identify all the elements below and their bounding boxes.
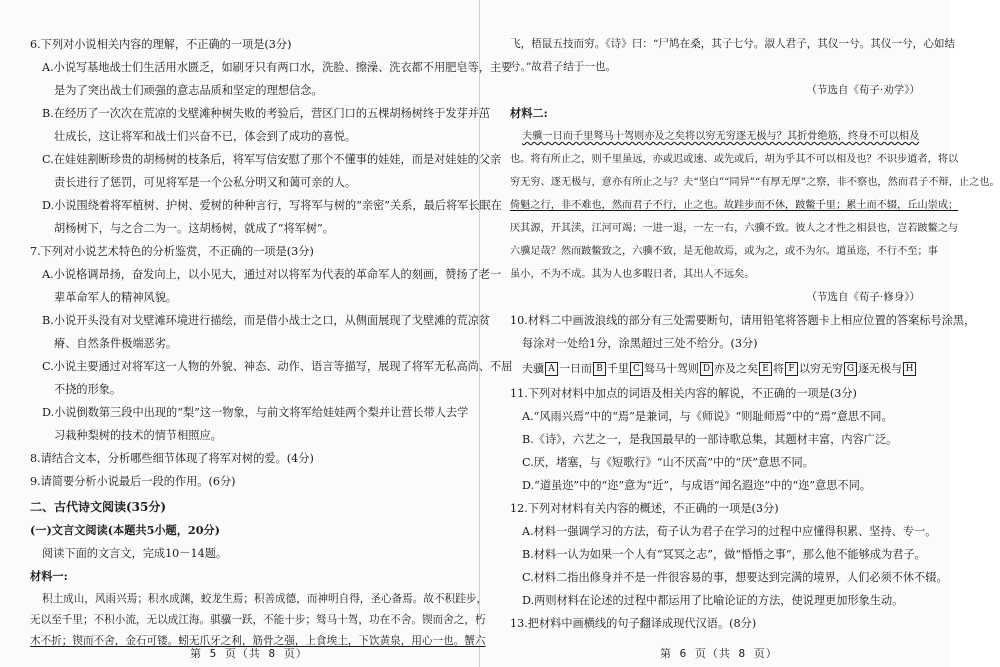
source-citation-2: （节选自《荀子·修身》） xyxy=(806,291,920,303)
translation-underline-2: 倚魁之行，非不难也，然而君子不行，止之也。故跬步而不休，跛鳖千里；累土而不辍，丘山崇成； xyxy=(510,200,959,211)
section-heading: 二、古代诗文阅读(35分) xyxy=(30,500,167,514)
q11-stem: 11.下列对材料中加点的词语及相关内容的解说，不正确的一项是(3分) xyxy=(510,387,857,400)
material-2-line-5: 厌其源，开其渎，江河可竭；一进一退，一左一右，六骥不致。彼人之才性之相县也，岂若跛鳖之与 xyxy=(510,223,959,234)
page-6 xyxy=(510,0,1000,667)
break-box-e[interactable]: E xyxy=(759,362,772,376)
q6-option-a: A.小说写基地战士们生活用水匮乏，如刷牙只有两口水，洗脸、擦澡、洗衣都不用肥皂等，主要 xyxy=(42,61,513,74)
q11-option-d: D.“道虽迩”中的“迩”意为“近”，与成语“闻名遐迩”中的“迩”意思不同。 xyxy=(522,479,872,492)
material-2-line-4 xyxy=(510,195,958,216)
q6-option-d: D.小说围绕着将军植树、护树、爱树的种种言行，写将军与树的“亲密”关系，最后将军长眠在 xyxy=(42,199,502,212)
material-1-cont-line-2: 兮。”故君子结于一也。 xyxy=(510,61,617,73)
q6-option-c-cont: 责长进行了惩罚，可见将军是一个公私分明又和蔼可亲的人。 xyxy=(54,176,357,189)
break-box-b[interactable]: B xyxy=(593,362,606,376)
q10-segmentation-row xyxy=(510,358,917,379)
break-box-f[interactable]: F xyxy=(785,362,798,376)
q9-stem: 9.请简要分析小说最后一段的作用。(6分) xyxy=(30,475,236,488)
q7-option-a: A.小说格调昂扬，奋发向上，以小见大，通过对以将军为代表的革命军人的刻画，赞扬了老一 xyxy=(42,268,502,281)
material-2-line-3: 穷无穷、逐无极与，意亦有所止之与？夫“坚白”“同异”“有厚无厚”之察，非不察也，然而君子不辩，止之也。 xyxy=(510,177,1000,188)
q7-option-a-cont: 辈革命军人的精神风貌。 xyxy=(54,291,178,304)
q6-stem: 6.下列对小说相关内容的理解，不正确的一项是(3分) xyxy=(30,38,292,51)
wavy-line-passage: 夫骥一日而千里驽马十驾则亦及之矣将以穷无穷逐无极与？其折骨绝筋，终身不可以相及 xyxy=(522,131,920,142)
segment-4: 驽马十驾则 xyxy=(644,362,699,375)
material-1-line-1: 积土成山，风雨兴焉；积水成渊，蛟龙生焉；积善成德，而神明自得，圣心备焉。故不积跬步， xyxy=(42,593,487,605)
q7-option-c-cont: 不挠的形象。 xyxy=(54,383,122,396)
q10-stem: 10.材料二中画波浪线的部分有三处需要断句，请用铅笔将答题卡上相应位置的答案标号涂黑， xyxy=(510,314,976,327)
q7-option-c: C.小说主要通过对将军这一人物的外貌、神态、动作、语言等描写，展现了将军无私高尚、不屈 xyxy=(42,360,513,373)
q11-option-a: A.“风雨兴焉”中的“焉”是兼词，与《师说》“则耻师焉”中的“焉”意思不同。 xyxy=(522,410,893,423)
segment-7: 以穷无穷 xyxy=(799,362,843,375)
q6-option-d-cont: 胡杨树下，与之合二为一。这胡杨树，就成了“将军树”。 xyxy=(54,222,334,235)
break-box-c[interactable]: C xyxy=(630,362,643,376)
q7-option-b: B.小说开头没有对戈壁滩环境进行描绘，而是借小战士之口，从侧面展现了戈壁滩的荒凉贫 xyxy=(42,314,491,327)
q7-option-d: D.小说倒数第三段中出现的“梨”这一物象，与前文将军给娃娃两个梨并让营长带人去学 xyxy=(42,406,469,419)
material-1-cont-line-1: 飞，梧鼠五技而穷。《诗》曰：“尸鸠在桑，其子七兮。淑人君子，其仪一兮。其仪一兮，心如结 xyxy=(510,38,956,50)
page-footer-5: 第 5 页（共 8 页） xyxy=(190,647,308,660)
q12-option-d: D.两则材料在论述的过程中都运用了比喻论证的方法，使说理更加形象生动。 xyxy=(522,594,904,607)
segment-8: 逐无极与 xyxy=(858,362,902,375)
q11-option-b: B.《诗》，六艺之一，是我国最早的一部诗歌总集，其题材丰富，内容广泛。 xyxy=(522,433,898,446)
q7-option-d-cont: 习栽种梨树的技术的情节相照应。 xyxy=(54,429,222,442)
q6-option-a-cont: 是为了突出战士们顽强的意志品质和坚定的理想信念。 xyxy=(54,84,323,97)
segment-1: 夫骥 xyxy=(522,362,544,375)
q10-stem-cont: 每涂对一处给1分，涂黑超过三处不给分。(3分) xyxy=(522,337,758,350)
q7-option-b-cont: 瘠、自然条件极端恶劣。 xyxy=(54,337,178,350)
page-divider xyxy=(479,0,480,667)
material-2-line-2: 也。将有所止之，则千里虽远，亦或迟或速、或先或后，胡为乎其不可以相及也？不识步道者，将以 xyxy=(510,154,959,165)
q13-stem: 13.把材料中画横线的句子翻译成现代汉语。(8分) xyxy=(510,617,757,630)
q12-option-a: A.材料一强调学习的方法，荀子认为君子在学习的过程中应懂得积累、坚持、专一。 xyxy=(522,525,937,538)
page-5 xyxy=(30,0,513,667)
q6-option-c: C.在娃娃割断珍贵的胡杨树的枝条后，将军写信安慰了那个不懂事的娃娃，而是对娃娃的父亲 xyxy=(42,153,502,166)
material-2-line-6: 六骥足哉？然而跛鳖致之，六骥不致，是无他故焉，或为之，或不为尔。道虽迩，不行不至；事 xyxy=(510,246,938,257)
segment-3: 千里 xyxy=(607,362,629,375)
q7-stem: 7.下列对小说艺术特色的分析鉴赏，不正确的一项是(3分) xyxy=(30,245,314,258)
material-2-line-1 xyxy=(510,126,919,147)
break-box-d[interactable]: D xyxy=(700,362,713,376)
source-citation-1: （节选自《荀子·劝学》） xyxy=(806,84,920,96)
page-footer-6: 第 6 页（共 8 页） xyxy=(660,647,778,660)
segment-2: 一日而 xyxy=(559,362,592,375)
q8-stem: 8.请结合文本，分析哪些细节体现了将军对树的爱。(4分) xyxy=(30,452,314,465)
subsection-heading: (一)文言文阅读(本题共5小题，20分) xyxy=(30,523,220,537)
q12-option-c: C.材料二指出修身并不是一件很容易的事，想要达到完满的境界，人们必须不休不辍。 xyxy=(522,571,948,584)
material-1-label: 材料一: xyxy=(30,569,68,583)
material-1-line-2: 无以至千里；不积小流，无以成江海。骐骥一跃，不能十步；驽马十驾，功在不舍。锲而舍之，朽 xyxy=(30,614,486,626)
q6-option-b: B.在经历了一次次在荒凉的戈壁滩种树失败的考验后，营区门口的五棵胡杨树终于发芽并茁 xyxy=(42,107,491,120)
segment-6: 将 xyxy=(773,362,784,375)
break-box-h[interactable]: H xyxy=(903,362,916,376)
q11-option-c: C.厌，堵塞，与《短歌行》“山不厌高”中的“厌”意思不同。 xyxy=(522,456,814,469)
translation-underline-1: 木不折；锲而不舍，金石可镂。蚓无爪牙之利，筋骨之强，上食埃土，下饮黄泉，用心一也。蟹六 xyxy=(30,635,486,647)
break-box-a[interactable]: A xyxy=(545,362,558,376)
break-box-g[interactable]: G xyxy=(844,362,857,376)
material-2-label: 材料二: xyxy=(510,106,548,120)
q12-stem: 12.下列对材料有关内容的概述，不正确的一项是(3分) xyxy=(510,502,779,515)
material-2-line-7: 虽小，不为不成。其为人也多暇日者，其出人不远矣。 xyxy=(510,269,755,280)
q6-option-b-cont: 壮成长，这让将军和战士们兴奋不已，体会到了成功的喜悦。 xyxy=(54,130,357,143)
reading-instruction: 阅读下面的文言文，完成10－14题。 xyxy=(42,547,228,560)
segment-5: 亦及之矣 xyxy=(714,362,758,375)
q12-option-b: B.材料一认为如果一个人有“冥冥之志”，做“惛惛之事”，那么他不能够成为君子。 xyxy=(522,548,926,561)
